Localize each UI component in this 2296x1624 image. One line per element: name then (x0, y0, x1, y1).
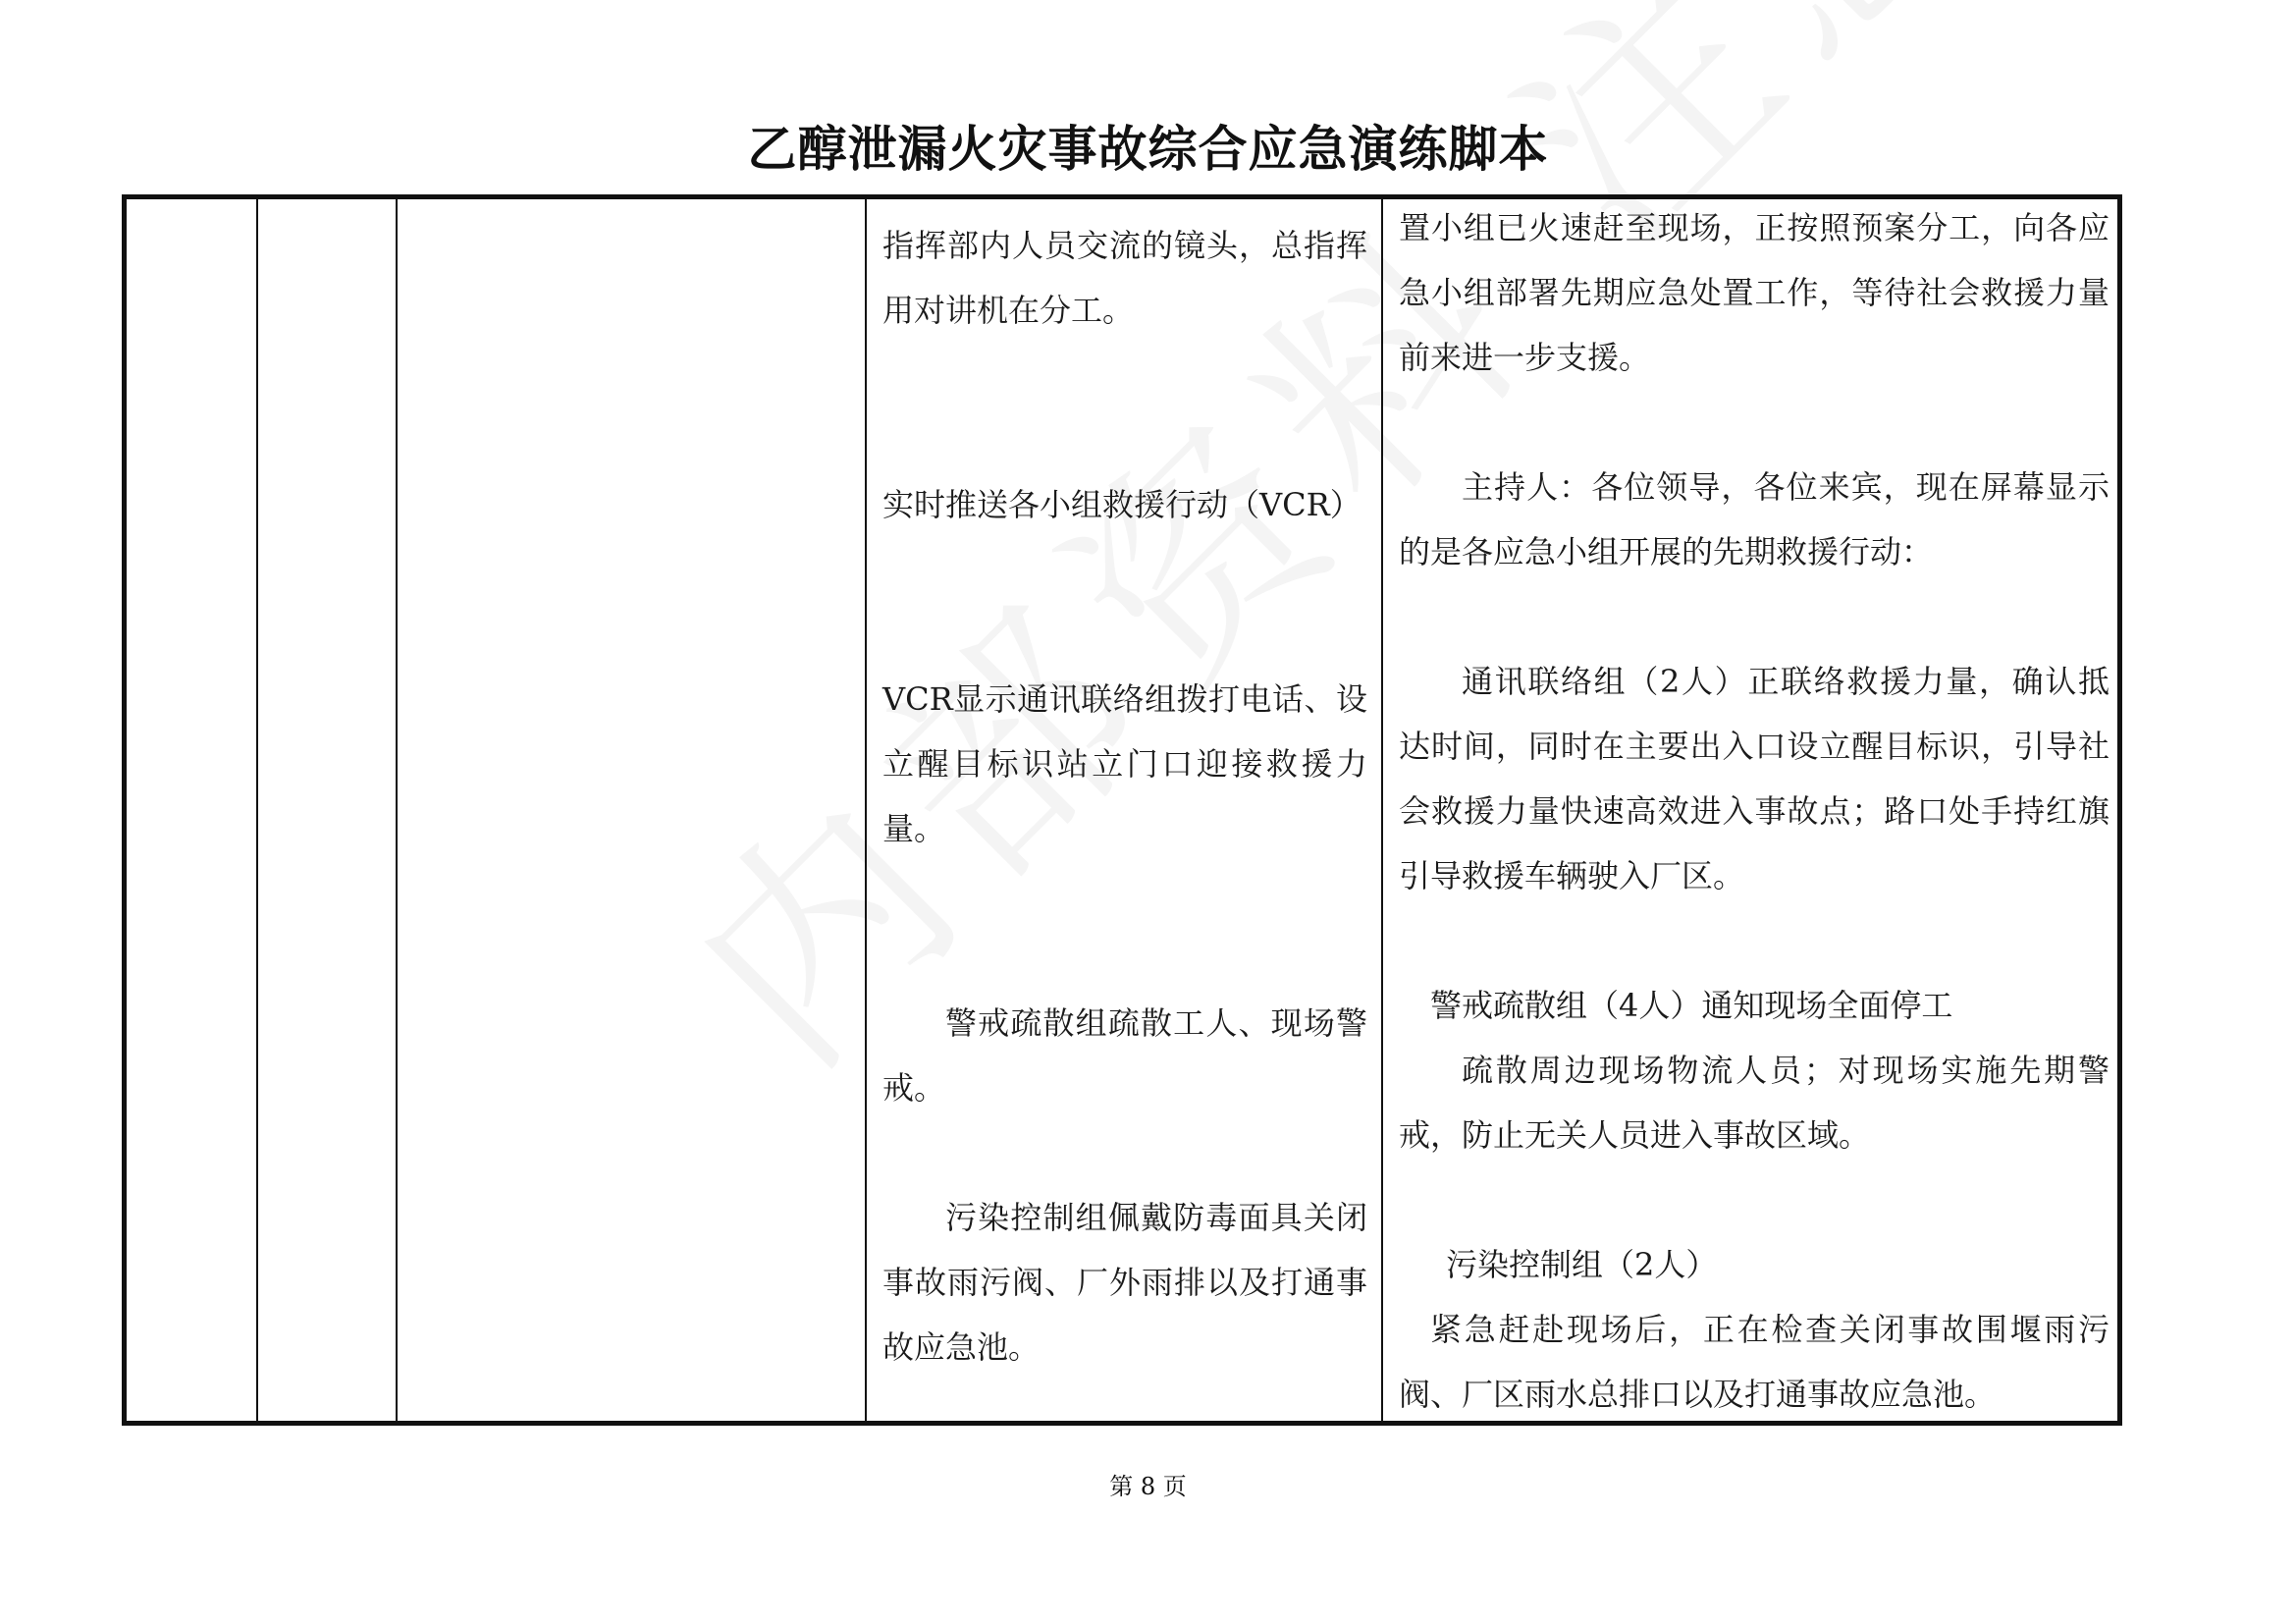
narration-text-5b: 紧急赶赴现场后，正在检查关闭事故围堰雨污阀、厂区雨水总排口以及打通事故应急池。 (1399, 1311, 2109, 1413)
column-divider (1381, 199, 1383, 1421)
narration-text-3: 通讯联络组（2人）正联络救援力量，确认抵达时间，同时在主要出入口设立醒目标识，引导社会救援力量快速高效进入事故点；路口处手持红旗引导救援车辆驶入厂区。 (1399, 663, 2109, 894)
picture-text-1: 指挥部内人员交流的镜头，总指挥用对讲机在分工。 (882, 227, 1367, 329)
column-divider (256, 199, 258, 1421)
narration-text-4b: 疏散周边现场物流人员；对现场实施先期警戒，防止无关人员进入事故区域。 (1399, 1052, 2109, 1154)
narration-text-4a: 警戒疏散组（4人）通知现场全面停工 (1430, 987, 1953, 1024)
cell-narration-content (1399, 195, 2109, 1427)
narration-text-5a: 污染控制组（2人） (1446, 1246, 1718, 1283)
column-divider (865, 199, 867, 1421)
picture-text-5: 污染控制组佩戴防毒面具关闭事故雨污阀、厂外雨排以及打通事故应急池。 (882, 1199, 1367, 1366)
cell-picture-content (882, 213, 1367, 1380)
document-title: 乙醇泄漏火灾事故综合应急演练脚本 (747, 121, 1549, 178)
picture-text-4: 警戒疏散组疏散工人、现场警戒。 (882, 1004, 1367, 1107)
script-table (122, 194, 2122, 1426)
narration-text-1: 置小组已火速赶至现场，正按照预案分工，向各应急小组部署先期应急处置工作，等待社会救援力量前来进一步支援。 (1399, 209, 2109, 376)
page-number: 第 8 页 (1109, 1473, 1187, 1500)
narration-text-2: 主持人：各位领导，各位来宾，现在屏幕显示的是各应急小组开展的先期救援行动： (1399, 468, 2109, 570)
picture-text-2: 实时推送各小组救援行动（VCR） (882, 486, 1362, 523)
column-divider (396, 199, 398, 1421)
picture-text-3: VCR显示通讯联络组拨打电话、设立醒目标识站立门口迎接救援力量。 (882, 680, 1367, 847)
